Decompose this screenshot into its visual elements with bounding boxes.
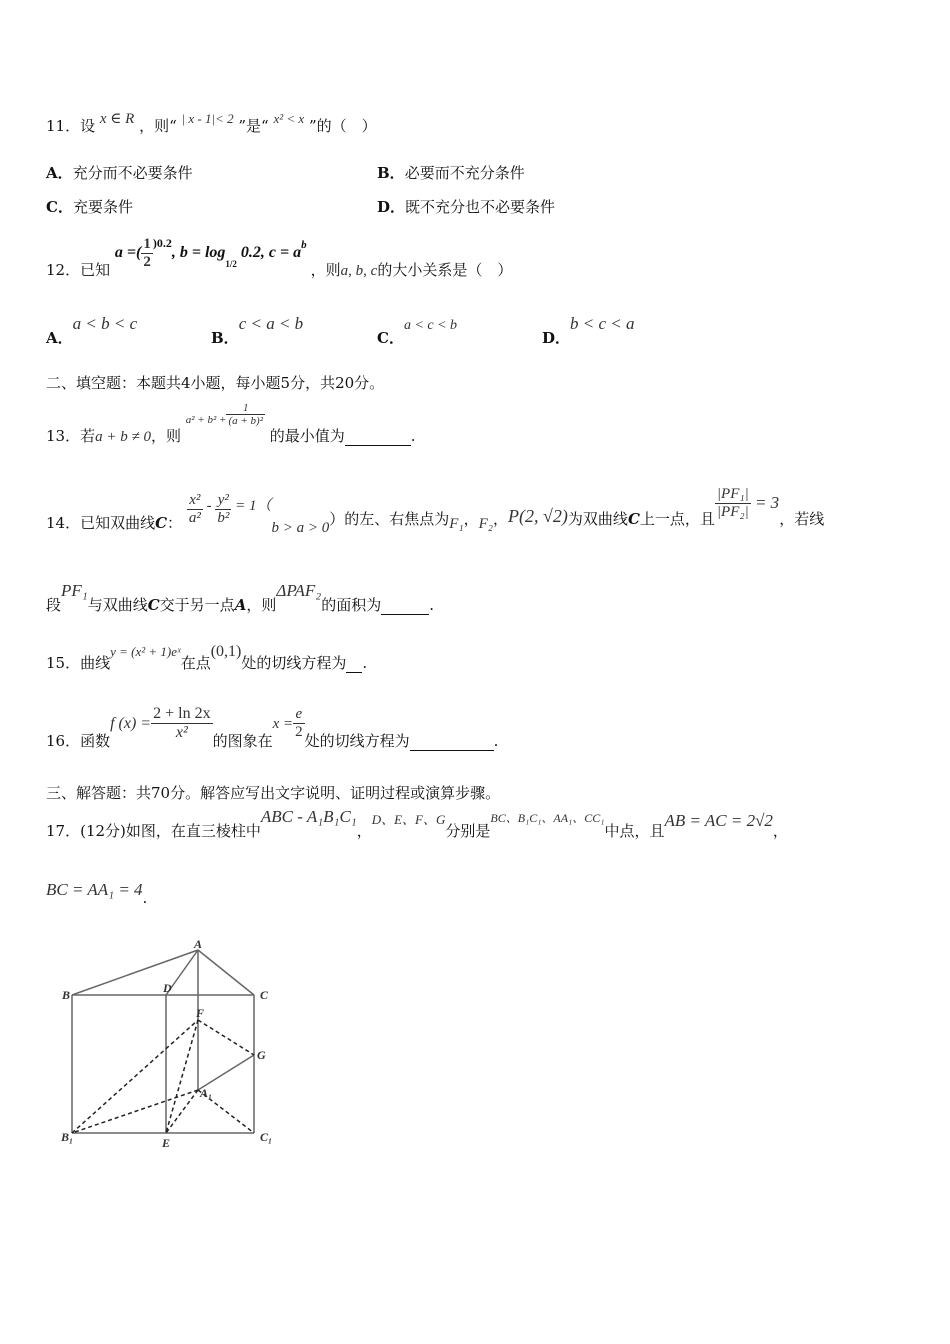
q11-prefix: 11．设 [46,117,96,135]
q13-stem [46,398,416,444]
q11-cond-a: | x - 1|< 2 [181,111,234,126]
q16-end: . [493,731,499,750]
q16-stem [46,697,499,750]
dash-a1-b1 [72,1090,198,1133]
label-c1: C₁ [260,1130,273,1144]
q15-stem [46,640,367,674]
q17-prism: ABC - A₁B₁C₁ [260,807,357,826]
q11-suffix: ”的（ ） [308,117,377,135]
q13-frac-den: (a + b)² [228,415,263,427]
section-3-heading: 三、解答题：共70分。解答应写出文字说明、证明过程或演算步骤。 [46,784,501,802]
q14-curve-2: C [627,509,640,528]
q17-stem-line1 [46,806,788,840]
q17-segments: BC、B₁C₁、AA₁、CC₁ [490,811,605,825]
q14-frac1-num: x² [187,492,203,510]
q13-end: . [410,426,416,445]
label-a: A [194,937,203,951]
q14-tail: ，若线 [779,509,825,528]
q11-option-a[interactable] [46,162,193,183]
q14-frac2-num: y² [215,492,231,510]
q15-prefix: 15．曲线 [46,654,111,672]
q14-mid3: 上一点，且 [639,509,715,528]
label-a1: A₁ [200,1086,213,1100]
q16-xeq: x = [272,715,294,732]
edge-a-c [198,950,254,995]
q12-option-a[interactable] [46,313,138,347]
dash-f-e [166,1020,198,1133]
q16-prefix: 16．函数 [46,731,111,750]
label-g: G [257,1048,266,1062]
q17-mid: 分别是 [445,822,491,840]
q14-frac1-den: a² [188,510,201,526]
q15-end: . [362,654,368,672]
q14-answer-blank[interactable] [381,596,429,615]
q11-option-d[interactable] [377,196,555,217]
q12-then: ，则 [310,261,341,280]
q14-line2-prefix: 段 [46,596,62,614]
q14-mid2: 为双曲线 [567,509,628,528]
option-label: B． [211,329,239,347]
label-b: B [62,988,71,1002]
q14-curve-3: C [147,596,160,614]
option-label: B． [377,164,405,182]
option-label: A． [46,329,73,347]
option-text: 充分而不必要条件 [72,164,193,182]
option-math: c < a < b [238,314,304,333]
q13-prefix: 13．若 [46,426,96,445]
q14-prefix: 14．已知双曲线 [46,513,156,532]
q11-is: ”是“ [238,117,269,135]
q12-prefix: 12．已知 [46,261,111,280]
q14-frac2-den: b² [217,510,230,526]
section-2-heading: 二、填空题：本题共4小题，每小题5分，共20分。 [46,374,385,392]
q12-expression [114,236,311,270]
dash-b1-f [72,1020,198,1133]
q16-frac-den: x² [175,724,188,741]
prism-figure [58,935,288,1155]
q14-f2: F₂ [478,515,494,532]
q11-option-c[interactable] [46,196,133,217]
option-label: D． [377,198,406,216]
q14-comma2: ， [493,509,509,528]
q14-cond: b > a > 0 [271,519,330,536]
option-text: 既不充分也不必要条件 [405,198,556,216]
q12-log-base: 1/2 [225,259,237,270]
q17-prefix: 17．(12分)如图，在直三棱柱中 [46,822,261,840]
q12-option-c[interactable] [377,313,458,347]
option-label: A． [46,164,73,182]
q17-comma2: ， [772,822,788,840]
q16-frac-num: 2 + ln 2x [153,705,211,722]
edge-a1-g [198,1055,254,1090]
q11-stem [46,111,377,136]
option-math: a < c < b [403,318,458,333]
q13-suffix: 的最小值为 [269,426,345,445]
q12-option-b[interactable] [211,313,304,347]
q13-then: ，则 [150,426,181,445]
label-e: E [162,1136,171,1150]
option-label: D． [542,329,571,347]
option-math: a < b < c [72,314,138,333]
q15-answer-blank[interactable] [346,654,362,673]
dash-f-g [198,1020,254,1055]
q12-expr-rest: 0.2, c = a [236,244,302,262]
q12-exp-c: b [301,239,307,252]
q12-vars: a, b, c [340,263,378,280]
q14-curve: C [155,513,168,532]
q13-frac-num: 1 [226,402,265,415]
q12-stem [46,236,512,286]
q17-eq1: AB = AC = 2√2 [664,811,773,830]
q16-answer-blank[interactable] [410,732,494,751]
q14-triangle: ΔPAF₂ [276,581,322,600]
q13-cond: a + b ≠ 0 [95,428,151,445]
option-text: 必要而不充分条件 [404,164,525,182]
q17-points: D、E、F、G [371,812,446,827]
q11-comma: ，则“ [139,117,177,135]
q11-cond-b: x² < x [273,111,305,126]
q14-colon: ： [167,513,183,532]
q14-line2-mid3: ，则 [246,596,277,614]
option-label: C． [46,198,73,216]
q13-expr: a² + b² + [185,413,227,426]
q13-answer-blank[interactable] [345,427,411,446]
q14-eq1: = 1（ [231,497,272,514]
q14-mid: ）的左、右焦点为 [329,509,450,528]
q15-point: (0,1) [210,643,242,660]
option-text: 充要条件 [72,198,133,216]
option-math: b < c < a [570,314,635,333]
dash-a1-e [166,1090,198,1133]
q14-stem-line2 [46,580,434,616]
q17-eq2: BC = AA₁ = 4 [46,880,143,899]
q16-e-den: 2 [295,724,303,740]
q12-expr-b: , b = log [171,244,226,262]
q12-exp-a: )0.2 [152,236,172,251]
q14-stem-line1 [46,480,824,540]
q15-suffix: 处的切线方程为 [241,654,347,672]
q14-ratio-den: |PF₂| [716,504,749,520]
q14-point-p: P(2, √2) [508,505,568,526]
q16-mid: 的图象在 [212,731,273,750]
q12-half-num: 1 [143,236,151,252]
q14-minus: - [202,497,216,514]
q17-mid2: 中点，且 [604,822,665,840]
q14-eq3: = 3 [750,492,780,512]
q12-suffix: 的大小关系是（ ） [377,261,513,280]
q14-line2-mid2: 交于另一点 [159,596,235,614]
label-f: F [196,1006,205,1020]
q12-half-den: 2 [143,254,151,270]
edge-b-a [72,950,198,995]
q11-option-b[interactable] [377,162,525,183]
q17-end: . [142,889,148,907]
label-d: D [163,981,172,995]
q17-comma: ， [356,822,372,840]
q17-stem-line2 [46,880,148,907]
q16-fx: f (x) = [110,714,152,732]
q14-f1: F₁ [449,515,464,532]
q12-expr-a: a =( [114,244,142,262]
q15-mid: 在点 [180,654,211,672]
q14-line2-mid: 与双曲线 [87,596,148,614]
q11-cond-x: x ∈ R [99,111,135,127]
q14-comma: ， [463,509,479,528]
q15-expr: y = (x² + 1)eˣ [110,644,181,659]
q16-suffix: 处的切线方程为 [304,731,410,750]
q14-line2-suffix: 的面积为 [321,596,382,614]
label-b1: B₁ [61,1130,74,1144]
label-c: C [260,988,269,1002]
q14-pf1: PF₁ [61,581,88,600]
q14-ratio-num: |PF₁| [716,486,749,502]
q14-end: . [429,596,434,614]
q12-option-d[interactable] [542,313,635,347]
option-label: C． [377,329,404,347]
q14-point-a: A [234,596,247,614]
q16-e-num: e [293,706,305,724]
